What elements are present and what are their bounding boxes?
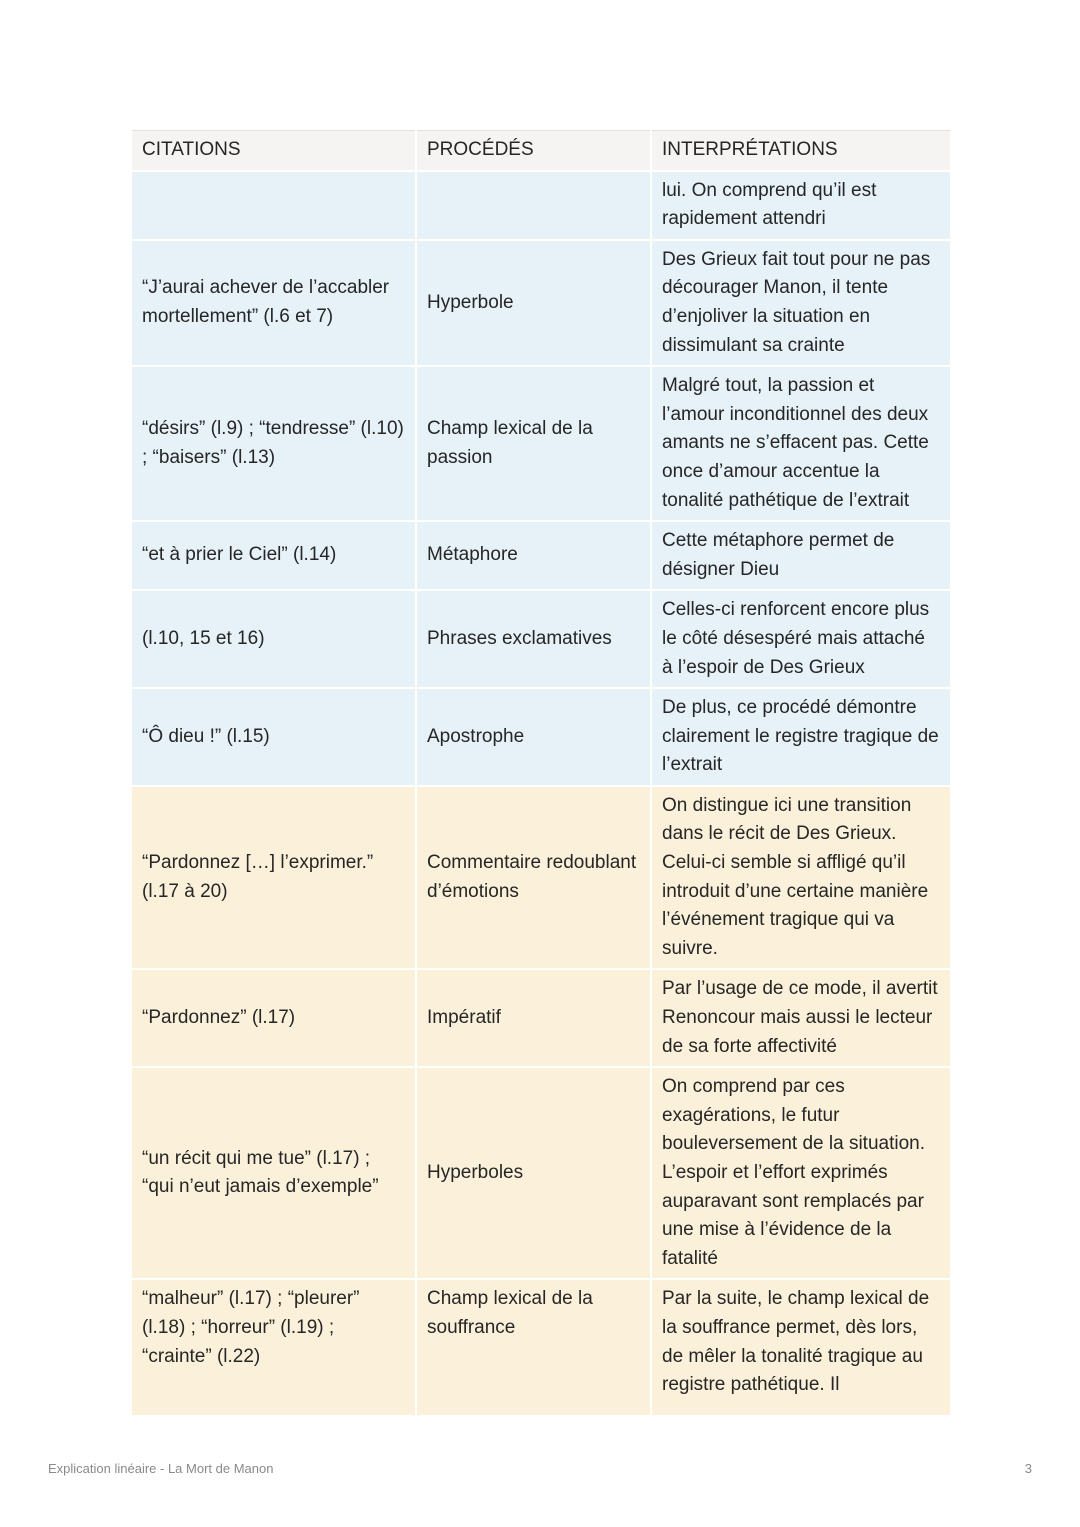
- citation-cell: “Pardonnez […] l’exprimer.” (l.17 à 20): [131, 786, 416, 970]
- header-procedes: PROCÉDÉS: [416, 131, 651, 171]
- interpretation-cell: Malgré tout, la passion et l’amour inconditionnel des deux amants ne s’effacent pas. Cette once d’amour accentue la tonalité pathétique de l’extrait: [651, 366, 951, 521]
- interpretation-cell: Celles-ci renforcent encore plus le côté désespéré mais attaché à l’espoir de Des Grieux: [651, 590, 951, 688]
- table-row: [131, 688, 951, 786]
- header-citations: CITATIONS: [131, 131, 416, 171]
- citation-cell: [131, 171, 416, 240]
- citation-cell: “et à prier le Ciel” (l.14): [131, 521, 416, 590]
- citation-cell: “J’aurai achever de l’accabler mortellement” (l.6 et 7): [131, 240, 416, 366]
- table-row: [131, 969, 951, 1067]
- procede-cell: Champ lexical de la souffrance: [416, 1279, 651, 1416]
- citation-cell: “Ô dieu !” (l.15): [131, 688, 416, 786]
- interpretation-cell: On distingue ici une transition dans le récit de Des Grieux. Celui-ci semble si affligé qu’il introduit d’une certaine manière l’événement tragique qui va suivre.: [651, 786, 951, 970]
- page-number: 3: [1024, 1461, 1032, 1476]
- interpretation-cell: Des Grieux fait tout pour ne pas décourager Manon, il tente d’enjoliver la situation en dissimulant sa crainte: [651, 240, 951, 366]
- interpretation-cell: De plus, ce procédé démontre clairement le registre tragique de l’extrait: [651, 688, 951, 786]
- table-row: [131, 1067, 951, 1279]
- citation-cell: “désirs” (l.9) ; “tendresse” (l.10) ; “baisers” (l.13): [131, 366, 416, 521]
- procede-cell: Impératif: [416, 969, 651, 1067]
- procede-cell: Apostrophe: [416, 688, 651, 786]
- procede-cell: Hyperboles: [416, 1067, 651, 1279]
- procede-cell: Hyperbole: [416, 240, 651, 366]
- footer-document-title: Explication linéaire - La Mort de Manon: [48, 1461, 274, 1476]
- header-interpretations: INTERPRÉTATIONS: [651, 131, 951, 171]
- analysis-table: [130, 130, 952, 1417]
- procede-cell: [416, 171, 651, 240]
- table-header-row: [131, 131, 951, 171]
- table-row: [131, 171, 951, 240]
- citation-cell: “un récit qui me tue” (l.17) ; “qui n’eut jamais d’exemple”: [131, 1067, 416, 1279]
- interpretation-cell: Cette métaphore permet de désigner Dieu: [651, 521, 951, 590]
- table-row: [131, 240, 951, 366]
- procede-cell: Phrases exclamatives: [416, 590, 651, 688]
- procede-cell: Champ lexical de la passion: [416, 366, 651, 521]
- interpretation-cell: On comprend par ces exagérations, le futur bouleversement de la situation. L’espoir et l’effort exprimés auparavant sont remplacés par une mise à l’évidence de la fatalité: [651, 1067, 951, 1279]
- procede-cell: Métaphore: [416, 521, 651, 590]
- table-row: [131, 590, 951, 688]
- interpretation-cell: Par l’usage de ce mode, il avertit Renoncour mais aussi le lecteur de sa forte affectivité: [651, 969, 951, 1067]
- interpretation-cell: lui. On comprend qu’il est rapidement attendri: [651, 171, 951, 240]
- citation-cell: (l.10, 15 et 16): [131, 590, 416, 688]
- citation-cell: “malheur” (l.17) ; “pleurer” (l.18) ; “horreur” (l.19) ; “crainte” (l.22): [131, 1279, 416, 1416]
- citation-cell: “Pardonnez” (l.17): [131, 969, 416, 1067]
- table-row: [131, 366, 951, 521]
- table-row: [131, 1279, 951, 1416]
- table-row: [131, 521, 951, 590]
- interpretation-cell: Par la suite, le champ lexical de la souffrance permet, dès lors, de mêler la tonalité tragique au registre pathétique. Il: [651, 1279, 951, 1416]
- procede-cell: Commentaire redoublant d’émotions: [416, 786, 651, 970]
- table-row: [131, 786, 951, 970]
